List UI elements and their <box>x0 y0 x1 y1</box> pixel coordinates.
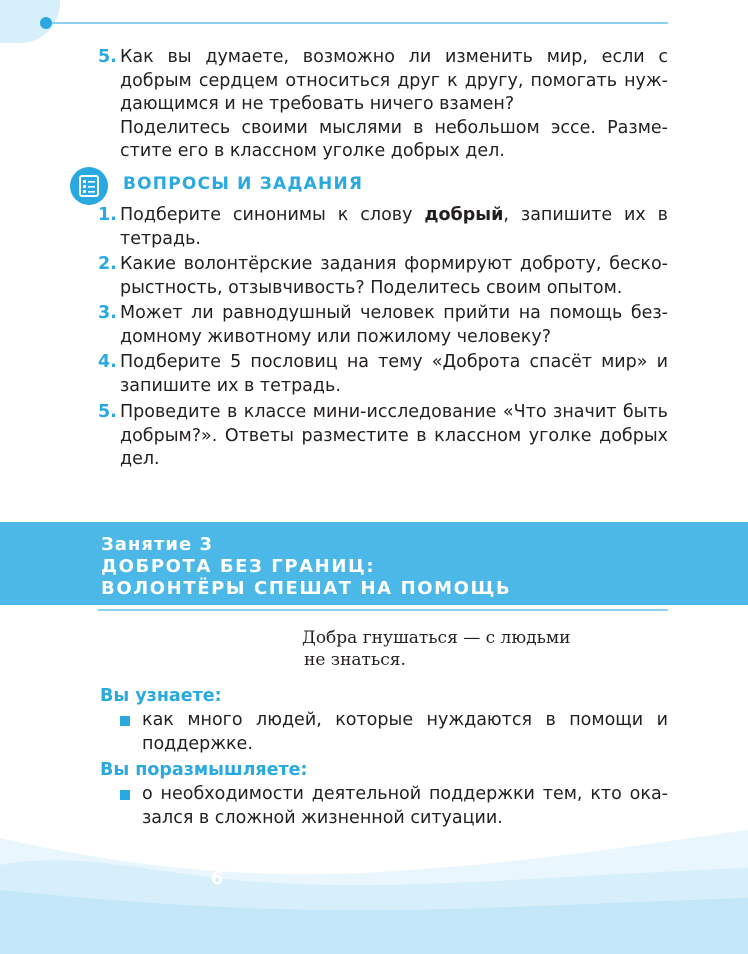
bullet-square-icon <box>120 790 130 800</box>
text-part: Подберите синонимы к слову <box>120 205 425 225</box>
text-line: стите его в классном уголке добрых дел. <box>120 141 505 161</box>
epigraph-line: Добра гнушаться — с людьми <box>302 628 571 648</box>
question-number: 1. <box>98 205 117 225</box>
questions-heading: ВОПРОСЫ И ЗАДАНИЯ <box>123 174 364 194</box>
text-part: , запишите их в <box>503 205 668 225</box>
question-number: 3. <box>98 303 117 323</box>
text-line: добрым сердцем относиться друг к другу, помогать нуж- <box>120 70 668 91</box>
intro-task <box>98 46 668 164</box>
bottom-wave <box>0 820 748 954</box>
question-5 <box>98 401 668 472</box>
learn-heading: Вы узнаете: <box>100 686 222 706</box>
bullet-square-icon <box>120 716 130 726</box>
text-line: Подберите 5 пословиц на тему «Доброта спасёт мир» и <box>120 352 668 372</box>
question-4 <box>98 351 668 398</box>
lesson-subtitle: ВОЛОНТЁРЫ СПЕШАТ НА ПОМОЩЬ <box>101 578 512 599</box>
reflect-heading: Вы поразмышляете: <box>100 760 308 780</box>
text-line: поддержке. <box>142 733 253 754</box>
question-2 <box>98 253 668 300</box>
checklist-icon <box>70 167 108 205</box>
task-number: 5. <box>98 47 117 67</box>
keyword: добрый <box>424 205 504 225</box>
text-line: Как вы думаете, возможно ли изменить мир, если с <box>120 47 668 67</box>
question-1 <box>98 204 668 251</box>
text-line: Какие волонтёрские задания формируют доброту, беско- <box>120 254 668 274</box>
top-rule <box>52 22 668 24</box>
text-line: добрым?». Ответы разместите в классном уголке добрых <box>120 425 668 446</box>
text-line: Поделитесь своими мыслями в небольшом эссе. Разме- <box>120 117 668 138</box>
question-3 <box>98 302 668 349</box>
text-line: как много людей, которые нуждаются в помощи и <box>142 710 668 730</box>
question-number: 2. <box>98 254 117 274</box>
lesson-title: ДОБРОТА БЕЗ ГРАНИЦ: <box>101 556 376 577</box>
text-line: Проведите в классе мини-исследование «Что значит быть <box>120 402 668 422</box>
text-line: рыстность, отзывчивость? Поделитесь своим опытом. <box>120 277 623 298</box>
epigraph-line: не знаться. <box>304 650 406 670</box>
text-line: зался в сложной жизненной ситуации. <box>142 807 503 828</box>
text-line: о необходимости деятельной поддержки тем, кто ока- <box>142 784 668 804</box>
lesson-label: Занятие 3 <box>101 534 213 555</box>
top-dot <box>40 17 52 29</box>
text-line: тетрадь. <box>120 228 201 249</box>
page-number: 6 <box>210 868 224 889</box>
lesson-title-band <box>0 522 748 605</box>
text-line: дел. <box>120 449 160 469</box>
question-number: 4. <box>98 352 117 372</box>
text-line: запишите их в тетрадь. <box>120 375 341 396</box>
question-number: 5. <box>98 402 117 422</box>
text-line: дающимся и не требовать ничего взамен? <box>120 94 515 114</box>
text-line: домному животному или пожилому человеку? <box>120 326 551 347</box>
text-line: Может ли равнодушный человек прийти на помощь без- <box>120 303 668 323</box>
band-rule <box>98 609 668 611</box>
epigraph <box>302 627 602 671</box>
learn-item <box>120 709 668 756</box>
